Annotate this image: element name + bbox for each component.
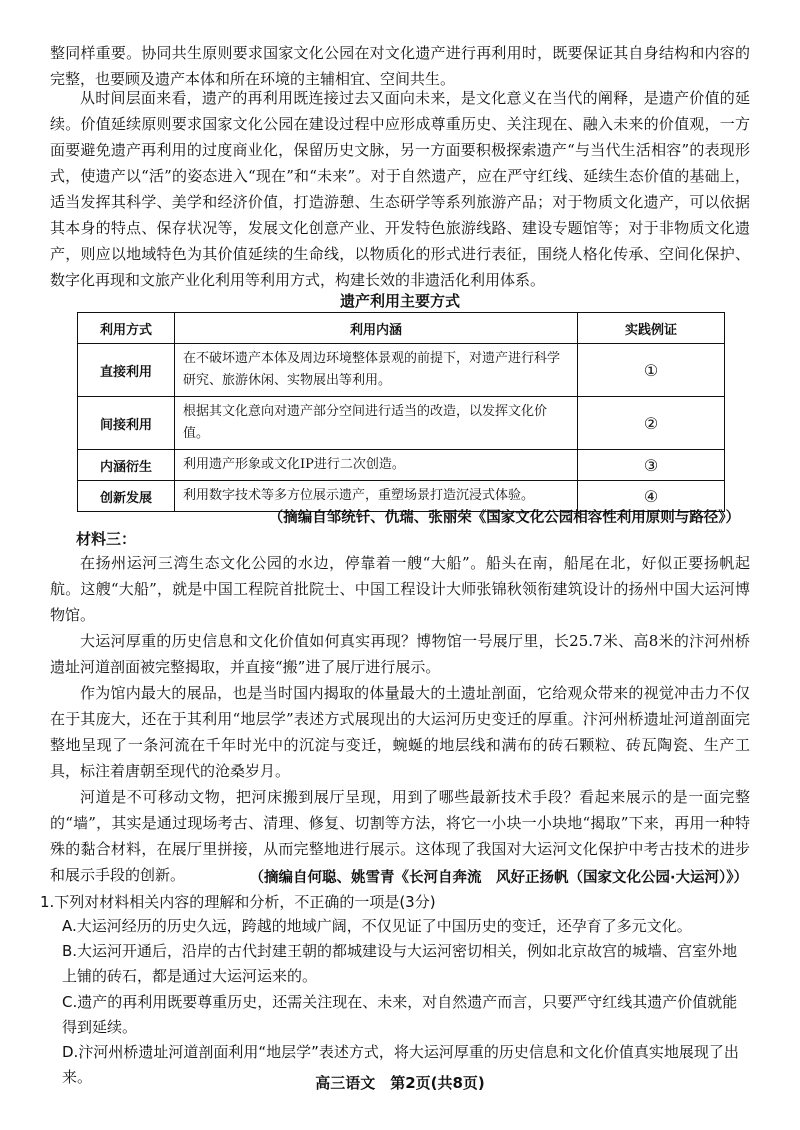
row-content: 在不破坏遗产本体及周边环境整体景观的前提下，对遗产进行科学研究、旅游休闲、实物展出等利用。 [175,344,578,397]
material-3-paragraph-1: 在扬州运河三湾生态文化公园的水边，停靠着一艘“大船”。船头在南，船尾在北，好似正要扬帆起航。这艘“大船”，就是中国工程院首批院士、中国工程设计大师张锦秋领衔建筑设计的扬州中国大运河博物馆。 [50,554,750,624]
row-example: ① [578,344,725,397]
material-3-paragraph-4: 河道是不可移动文物，把河床搬到展厅呈现，用到了哪些最新技术手段？看起来展示的是一面完整的“墙”，其实是通过现场考古、清理、修复、切割等方法，将它一小块一小块地“揭取”下来，再用一种特殊的黏合材料，在展厅里拼接，从而完整地进行展示。这体现了我国对大运河文化保护中考古技术的进步和展示手段的创新。 [50,788,750,884]
row-example: ④ [578,481,725,512]
option-a[interactable]: A.大运河经历的历史久远，跨越的地域广阔，不仅见证了中国历史的变迁，还孕育了多元文化。 [62,917,692,935]
material-3-paragraph-2: 大运河厚重的历史信息和文化价值如何真实再现？博物馆一号展厅里，长25.7米、高8米的汴河州桥遗址河道剖面被完整揭取，并直接“搬”进了展厅进行展示。 [50,632,750,676]
row-method: 内涵衍生 [78,450,175,481]
header-example: 实践例证 [578,313,725,344]
usage-table [77,312,725,512]
source-citation-3: （摘编自何聪、姚雪青《长河自奔流 风好正扬帆（国家文化公园·大运河）》） [249,870,748,886]
table-caption: 遗产利用主要方式 [339,292,460,310]
header-content: 利用内涵 [175,313,578,344]
header-method: 利用方式 [78,313,175,344]
material-3-paragraph-3: 作为馆内最大的展品，也是当时国内揭取的体量最大的土遗址剖面，它给观众带来的视觉冲击力不仅在于其庞大，还在于其利用“地层学”表述方式展现出的大运河历史变迁的厚重。汴河州桥遗址河道剖面完整地呈现了一条河流在千年时光中的沉淀与变迁，蜿蜒的地层线和满布的砖石颗粒、砖瓦陶瓷、生产工具，标注着唐朝至现代的沧桑岁月。 [50,684,750,780]
option-c[interactable]: C.遗产的再利用既要尊重历史，还需关注现在、未来，对自然遗产而言，只要严守红线其遗产价值就能得到延续。 [62,993,738,1036]
material-3-title: 材料三： [76,530,137,548]
row-content: 利用数字技术等多方位展示遗产，重塑场景打造沉浸式体验。 [175,481,578,512]
question-stem: 1.下列对材料相关内容的理解和分析，不正确的一项是(3分) [40,893,436,911]
table-row [78,397,725,450]
row-content: 利用遗产形象或文化IP进行二次创造。 [175,450,578,481]
row-content: 根据其文化意向对遗产部分空间进行适当的改造，以发挥文化价值。 [175,397,578,450]
paragraph-1: 整同样重要。协同共生原则要求国家文化公园在对文化遗产进行再利用时，既要保证其自身结构和内容的完整，也要顾及遗产本体和所在环境的主辅相宜、空间共生。 [50,44,750,88]
row-example: ② [578,397,725,450]
paragraph-2: 从时间层面来看，遗产的再利用既连接过去又面向未来，是文化意义在当代的阐释，是遗产价值的延续。价值延续原则要求国家文化公园在建设过程中应形成尊重历史、关注现在、融入未来的价值观，一方面要避免遗产再利用的过度商业化，保留历史文脉，另一方面要积极探索遗产“与当代生活相容”的表现形式，使遗产以“活”的姿态进入“现在”和“未来”。对于自然遗产，应在严守红线、延续生态价值的基础上，适当发挥其科学、美学和经济价值，打造游憩、生态研学等系列旅游产品；对于物质文化遗产，可以依据其本身的特点、保存状况等，发展文化创意产业、开发特色旅游线路、建设专题馆等；对于非物质文化遗产，则应以地域特色为其价值延续的生命线，以物质化的形式进行表征，围绕人格化传承、空间化保护、数字化再现和文旅产业化利用等利用方式，构建长效的非遗活化利用体系。 [50,89,750,289]
option-d[interactable]: D.汴河州桥遗址河道剖面利用“地层学”表述方式，将大运河厚重的历史信息和文化价值真实地展现了出来。 [62,1043,739,1086]
row-method: 创新发展 [78,481,175,512]
row-method: 直接利用 [78,344,175,397]
table-header-row [78,313,725,344]
table-row [78,450,725,481]
row-method: 间接利用 [78,397,175,450]
option-b[interactable]: B.大运河开通后，沿岸的古代封建王朝的都城建设与大运河密切相关，例如北京故宫的城墙、宫室外地上铺的砖石，都是通过大运河运来的。 [62,942,738,985]
source-citation-2: （摘编自邹统钎、仇瑞、张丽荣《国家文化公园相容性利用原则与路径》） [268,510,740,526]
row-example: ③ [578,450,725,481]
table-row [78,344,725,397]
page-footer: 高三语文 第2页(共8页) [315,1074,485,1092]
